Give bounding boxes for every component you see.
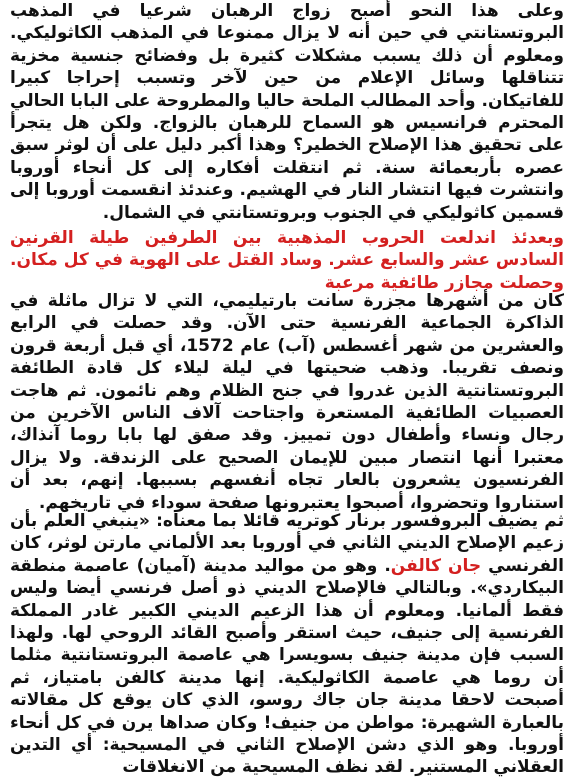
paragraph-4	[10, 510, 564, 779]
paragraph-1: وعلى هذا النحو أصبح زواج الرهبان شرعيا في المذهب البروتستانتي في حين أنه لا يزال ممنوعا في المذهب الكاثوليكي. ومعلوم أن ذلك يسبب مشكلات كثيرة بل وفضائح جنسية مخزية تتناقلها وسائل الإعلام من حين لآخر وتسبب إحراجا كبيرا للفاتيكان. وأحد المطالب الملحة حاليا والمطروحة على البابا الحالي المحترم فرانسيس هو السماح للرهبان بالزواج. ولكن هل يتجرأ على تحقيق هذا الإصلاح الخطير؟ وهذا أكبر دليل على أن لوثر سبق عصره بأربعمائة سنة. ثم انتقلت أفكاره إلى كل أنحاء أوروبا وانتشرت فيها انتشار النار في الهشيم. وعندئذ انقسمت أوروبا إلى قسمين كاثوليكي في الجنوب وبروتستانتي في الشمال.	[10, 1, 564, 223]
highlighted-name: جان كالفن	[390, 555, 482, 576]
paragraph-2-highlighted: وبعدئذ اندلعت الحروب المذهبية بين الطرفين طيلة القرنين السادس عشر والسابع عشر. وساد القتل على الهوية في كل مكان. وحصلت مجازر طائفية مرعبة	[10, 228, 564, 293]
paragraph-3: كان من أشهرها مجزرة سانت بارتيليمي، التي لا تزال ماثلة في الذاكرة الجماعية الفرنسية حتى الآن. وقد حصلت في الرابع والعشرين من شهر أغسطس (آب) عام 1572، أي قبل أربعة قرون ونصف تقريبا. وذهب ضحيتها في ليلة ليلاء كل قادة الطائفة البروتستانتية الذين غدروا في جنح الظلام وهم نائمون. ثم هاجت العصبيات الطائفية المستعرة واجتاحت آلاف الناس الآخرين من رجال ونساء وأطفال دون تمييز. وقد صفق لها بابا روما آنذاك، معتبرا أنها انتصار مبين للإيمان الصحيح على الزندقة. ولا يزال الفرنسيون يشعرون بالعار تجاه أنفسهم بسببها. إنهم، بعد أن استناروا وتحضروا، أصبحوا يعتبرونها صفحة سوداء في تاريخهم.	[10, 291, 564, 513]
paragraph-4-text-after: . وهو من مواليد مدينة (آميان) عاصمة منطقة البيكاردي». وبالتالي فالإصلاح الديني ذو أصل فرنسي أيضا وليس فقط ألمانيا. ومعلوم أن هذا الزعيم الديني الكبير غادر المملكة الفرنسية إلى جنيف، حيث استقر وأصبح القائد الروحي لها. ولهذا السبب فإن مدينة جنيف بسويسرا هي عاصمة البروتستانتية مثلما أن روما هي عاصمة الكاثوليكية. إنها مدينة كالفن بامتياز، ثم أصبحت لاحقا مدينة جان جاك روسو، الذي كان يوقع كل مقالاته بالعبارة الشهيرة: مواطن من جنيف! وكان صداها يرن في كل أنحاء أوروبا. وهو الذي دشن الإصلاح الثاني في المسيحية: أي التدين العقلاني المستنير. لقد نظف المسيحية من الانغلاقات	[10, 555, 564, 778]
paragraph-4-text-before: ثم يضيف البروفسور برنار كوتريه قائلا بما معناه: «ينبغي العلم بأن زعيم الإصلاح الديني الثاني في أوروبا بعد الألماني مارتن لوثر، كان الفرنسي	[10, 511, 565, 576]
